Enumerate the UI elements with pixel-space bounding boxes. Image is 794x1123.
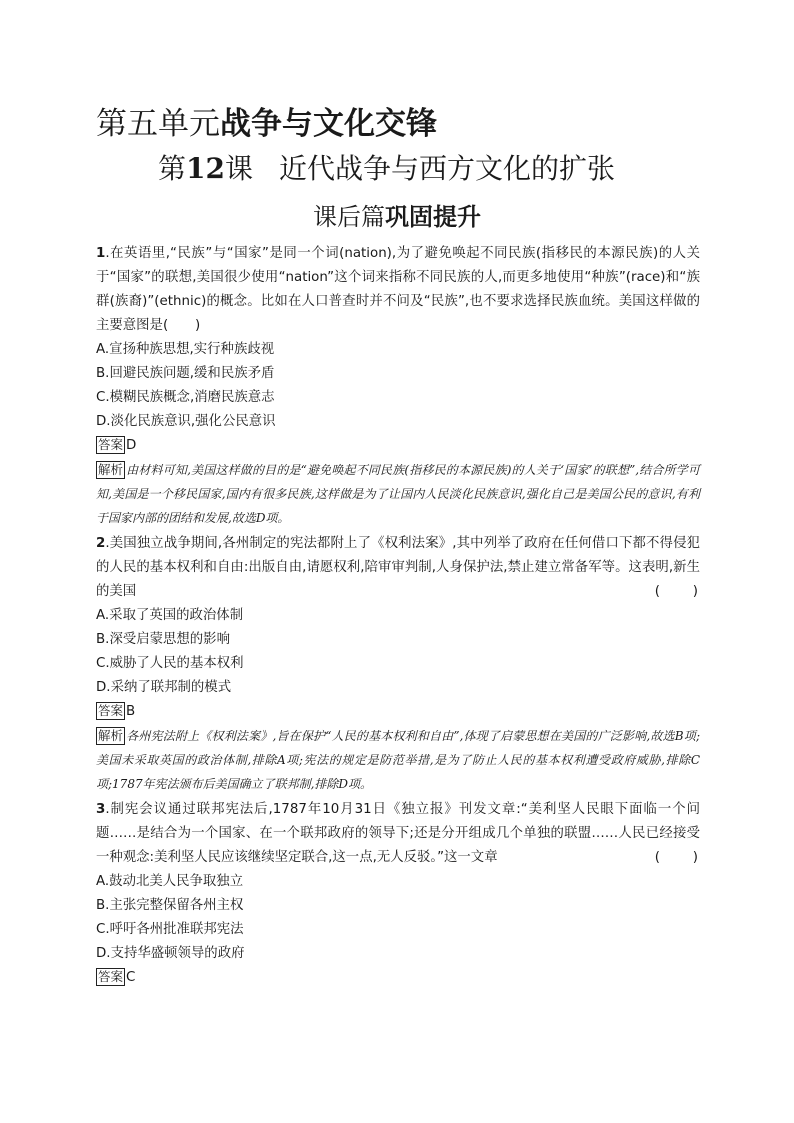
section-plain: 课后篇 [313,203,385,231]
analysis [96,724,700,796]
lesson-prefix: 第 [158,152,187,185]
option-d: D.支持华盛顿领导的政府 [96,946,245,961]
option-c: C.模糊民族概念,消磨民族意志 [96,390,275,405]
question-number: 3 [96,802,106,817]
answer-value: D [126,438,137,453]
analysis-text: 由材料可知,美国这样做的目的是“避免唤起不同民族(指移民的本源民族)的人关于‘国家’的联想”,结合所学可知,美国是一个移民国家,国内有很多民族,这样做是为了让国内人民淡化民族意识,强化自己是美国公民的意识,有利于国家内部的团结和发展,故选D项。 [96,463,700,525]
option-b: B.主张完整保留各州主权 [96,898,244,913]
answer-line [96,966,700,990]
unit-prefix: 第五单元 [96,106,220,142]
answer-tag: 答案 [98,703,124,718]
option-a: A.采取了英国的政治体制 [96,608,244,623]
option-b: B.回避民族问题,缓和民族矛盾 [96,366,275,381]
option-a: A.宣扬种族思想,实行种族歧视 [96,342,275,357]
question-stem: 3.制宪会议通过联邦宪法后,1787年10月31日《独立报》刊发文章:“美利坚人民眼下面临一个问题……是结合为一个国家、在一个联邦政府的领导下;还是分开组成几个单独的联盟……人民已经接受一种观念:美利坚人民应该继续坚定联合,这一点,无人反驳。”这一文章 ( ) [96,798,700,870]
answer-line [96,434,700,458]
question-number: 2 [96,536,106,551]
question-1 [96,242,700,530]
analysis-text: 各州宪法附上《权利法案》,旨在保护“人民的基本权利和自由”,体现了启蒙思想在美国的广泛影响,故选B项;美国未采取英国的政治体制,排除A项;宪法的规定是防范举措,是为了防止人民的基本权利遭受政府威胁,排除C项;1787年宪法颁布后美国确立了联邦制,排除D项。 [96,729,700,791]
option-d: D.采纳了联邦制的模式 [96,680,232,695]
section-bold: 巩固提升 [385,203,481,231]
option-a: A.鼓动北美人民争取独立 [96,874,244,889]
analysis [96,458,700,530]
question-list [96,240,700,990]
option-c: C.呼吁各州批准联邦宪法 [96,922,244,937]
answer-parenthesis: ( ) [654,584,700,599]
lesson-suffix: 课 [224,152,253,185]
option-d: D.淡化民族意识,强化公民意识 [96,414,276,429]
question-3 [96,798,700,990]
answer-value: B [126,704,136,719]
option-b: B.深受启蒙思想的影响 [96,632,230,647]
unit-title [96,104,437,144]
unit-name: 战争与文化交锋 [220,106,437,142]
section-title [0,200,794,234]
answer-parenthesis: ( ) [654,850,700,865]
answer-tag: 答案 [98,437,124,452]
analysis-tag: 解析 [98,462,124,477]
lesson-title [158,150,615,188]
question-stem: 2.美国独立战争期间,各州制定的宪法都附上了《权利法案》,其中列举了政府在任何借口下都不得侵犯的人民的基本权利和自由:出版自由,请愿权利,陪审审判制,人身保护法,禁止建立常备军等。这表明,新生的美国 ( ) [96,532,700,604]
question-number: 1 [96,246,106,261]
option-c: C.威胁了人民的基本权利 [96,656,244,671]
lesson-name: 近代战争与西方文化的扩张 [279,152,616,185]
analysis-tag: 解析 [98,728,124,743]
question-2 [96,532,700,796]
answer-value: C [126,970,136,985]
question-stem: 1.在英语里,“民族”与“国家”是同一个词(nation),为了避免唤起不同民族(指移民的本源民族)的人关于“国家”的联想,美国很少使用“nation”这个词来指称不同民族的人,而更多地使用“种族”(race)和“族群(族裔)”(ethnic)的概念。比如在人口普查时并不问及“民族”,也不要求选择民族血统。美国这样做的主要意图是( ) [96,246,700,333]
answer-tag: 答案 [98,969,124,984]
answer-line [96,700,700,724]
lesson-number: 12 [186,152,225,185]
